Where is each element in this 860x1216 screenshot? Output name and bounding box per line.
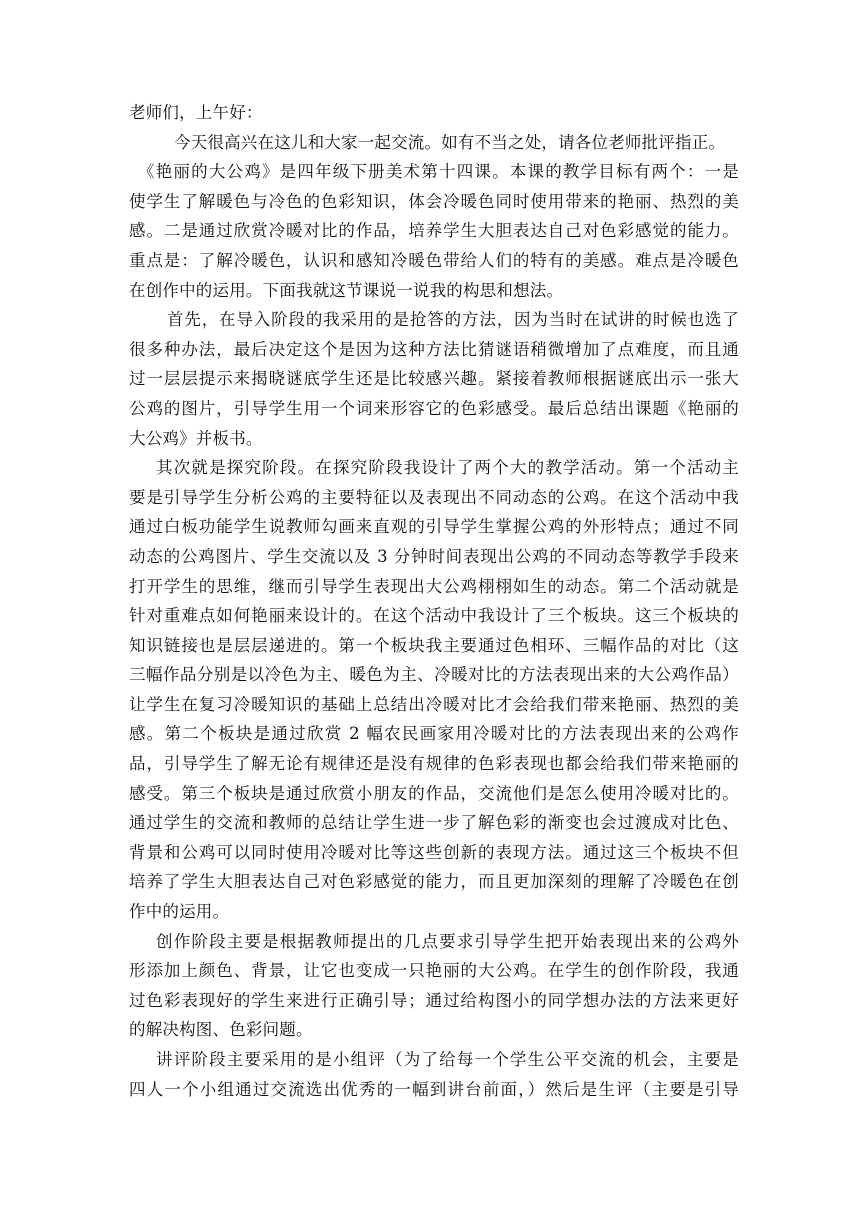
text-line: 过一层层提示来揭晓谜底学生还是比较感兴趣。紧接着教师根据谜底出示一张大 <box>129 369 739 389</box>
text-line: 很多种办法，最后决定这个是因为这种方法比猜谜语稍微增加了点难度，而且通 <box>129 339 739 359</box>
text-line: 动态的公鸡图片、学生交流以及 3 分钟时间表现出公鸡的不同动态等教学手段来 <box>129 546 739 566</box>
text-line: 让学生在复习冷暖知识的基础上总结出冷暖对比才会给我们带来艳丽、热烈的美 <box>129 694 739 714</box>
text-line: 四人一个小组通过交流选出优秀的一幅到讲台前面，）然后是生评（主要是引导 <box>129 1079 739 1099</box>
document-body <box>129 98 739 1104</box>
text-line: 通过白板功能学生说教师勾画来直观的引导学生掌握公鸡的外形特点；通过不同 <box>129 517 739 537</box>
text-line: 创作阶段主要是根据教师提出的几点要求引导学生把开始表现出来的公鸡外 <box>156 931 739 951</box>
greeting-line: 老师们，上午好： <box>129 103 263 122</box>
text-line: 在创作中的运用。下面我就这节课说一说我的构思和想法。 <box>129 280 564 300</box>
text-line: 作中的运用。 <box>129 902 230 922</box>
text-line: 形添加上颜色、背景，让它也变成一只艳丽的大公鸡。在学生的创作阶段，我通 <box>129 961 739 981</box>
text-line: 《艳丽的大公鸡》是四年级下册美术第十四课。本课的教学目标有两个：一是 <box>138 162 739 182</box>
text-line: 打开学生的思维，继而引导学生表现出大公鸡栩栩如生的动态。第二个活动就是 <box>129 576 739 596</box>
text-line: 背景和公鸡可以同时使用冷暖对比等这些创新的表现方法。通过这三个板块不但 <box>129 842 739 862</box>
text-line: 三幅作品分别是以冷色为主、暖色为主、冷暖对比的方法表现出来的大公鸡作品） <box>129 665 739 685</box>
text-line: 品，引导学生了解无论有规律还是没有规律的色彩表现也都会给我们带来艳丽的 <box>129 754 739 774</box>
text-line: 公鸡的图片，引导学生用一个词来形容它的色彩感受。最后总结出课题《艳丽的 <box>129 398 739 418</box>
text-line: 其次就是探究阶段。在探究阶段我设计了两个大的教学活动。第一个活动主 <box>156 458 739 478</box>
text-line: 使学生了解暖色与冷色的色彩知识，体会冷暖色同时使用带来的艳丽、热烈的美 <box>129 191 739 211</box>
text-line: 的解决构图、色彩问题。 <box>129 1020 313 1040</box>
text-line: 过色彩表现好的学生来进行正确引导；通过给构图小的同学想办法的方法来更好 <box>129 990 739 1010</box>
text-line: 大公鸡》并板书。 <box>129 428 263 448</box>
text-line: 讲评阶段主要采用的是小组评（为了给每一个学生公平交流的机会，主要是 <box>156 1050 739 1069</box>
text-line: 首先，在导入阶段的我采用的是抢答的方法，因为当时在试讲的时候也选了 <box>167 310 739 330</box>
text-line: 今天很高兴在这儿和大家一起交流。如有不当之处，请各位老师批评指正。 <box>174 132 726 152</box>
text-line: 感。第二个板块是通过欣赏 2 幅农民画家用冷暖对比的方法表现出来的公鸡作 <box>129 724 739 744</box>
text-line: 知识链接也是层层递进的。第一个板块我主要通过色相环、三幅作品的对比（这 <box>129 635 739 655</box>
text-line: 针对重难点如何艳丽来设计的。在这个活动中我设计了三个板块。这三个板块的 <box>129 606 739 626</box>
text-line: 培养了学生大胆表达自己对色彩感觉的能力，而且更加深刻的理解了冷暖色在创 <box>129 872 739 892</box>
text-line: 通过学生的交流和教师的总结让学生进一步了解色彩的渐变也会过渡成对比色、 <box>129 813 739 833</box>
text-line: 感。二是通过欣赏冷暖对比的作品，培养学生大胆表达自己对色彩感觉的能力。 <box>129 221 739 241</box>
text-line: 感受。第三个板块是通过欣赏小朋友的作品，交流他们是怎么使用冷暖对比的。 <box>129 783 739 803</box>
text-line: 重点是：了解冷暖色，认识和感知冷暖色带给人们的特有的美感。难点是冷暖色 <box>129 250 739 270</box>
text-line: 要是引导学生分析公鸡的主要特征以及表现出不同动态的公鸡。在这个活动中我 <box>129 487 739 507</box>
